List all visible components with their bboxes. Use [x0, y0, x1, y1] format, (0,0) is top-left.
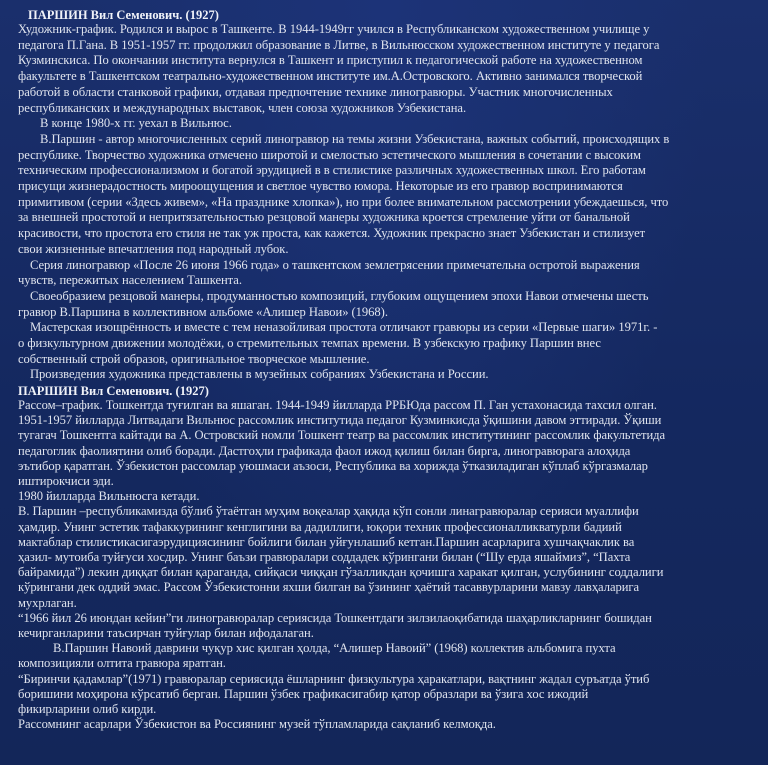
- uz-line: мухрлаган.: [18, 595, 77, 610]
- ru-line: факультете в Ташкентском театрально-художественном институте им.А.Островского. Активно занимался творческой: [18, 69, 643, 84]
- uz-line: мактаблар стилистикасигаэрудициясининг бойлиги билан уйғунлашиб кетган.Паршин асарларига хушчақчаклик ва: [18, 534, 635, 549]
- uz-line: боришини моҳирона кўрсатиб берган. Паршин ўзбек графикасигабир қатор образлари ва ўзига хос ижодий: [18, 686, 589, 701]
- uz-line: В.Паршин Навоий даврини чуқур хис қилган ҳолда, “Алишер Навоий” (1968) коллектив альбомига пухта: [53, 641, 616, 656]
- ru-line: Художник-график. Родился и вырос в Ташкенте. В 1944-1949гг учился в Республиканском художественном училище у: [18, 22, 650, 36]
- uz-line: эътибор қаратган. Ўзбекистон рассомлар уюшмаси аъзоси, Республика ва хорижда ўтказиладиган кўплаб кўргазмалар: [18, 458, 648, 473]
- ru-line: Произведения художника представлены в музейных собраниях Узбекистана и России.: [30, 367, 489, 382]
- uz-line: кечирганларини таъсирчан туйғулар билан ифодалаган.: [18, 626, 314, 641]
- text-panel: [18, 0, 758, 765]
- ru-line: примитивом (серии «Здесь живем», «На празднике хлопка»), но при более внимательном рассмотрении убеждаешься, что: [18, 194, 669, 209]
- ru-line: педагога П.Гана. В 1951-1957 гг. продолжил образование в Литве, в Вильнюсском художественном институте у педагога: [18, 37, 660, 52]
- uz-line: “Биринчи қадамлар”(1971) гравюралар сериясида ёшларнинг физкультура ҳаракатлари, вақтнинг жадал суръатда ўтиб: [18, 671, 650, 686]
- uz-line: иштирокчиси эди.: [18, 474, 114, 489]
- ru-line: В конце 1980-х гг. уехал в Вильнюс.: [40, 116, 232, 131]
- ru-line: присущи жизнерадостность мироощущения и светлое чувство юмора. Некоторые из его гравюр воспринимаются: [18, 179, 623, 194]
- uzbek-biography: [18, 384, 758, 732]
- ru-line: чувств, пережитых населением Ташкента.: [18, 273, 242, 288]
- ru-line: свои жизненные впечатления под народный лубок.: [18, 241, 289, 256]
- uz-line: ҳазил- мутоиба туйғуси хосдир. Унинг баъзи гравюралари соддадек кўрингани билан (“Шу ерда яшаймиз”, “Пахта: [18, 550, 631, 565]
- uz-line: кўрингани дек оддий эмас. Рассом Ўзбекистонни яхши билган ва ўзининг ҳаётий тасаввурларини мавзу лавҳаларига: [18, 580, 640, 595]
- uz-line: 1951-1957 йилларда Литвадаги Вильнюс рассомлик институтида педагог Кузминкисда ўқишини давом эттиради. Ўқиши: [18, 413, 662, 428]
- ru-line: Кузминскиса. По окончании института вернулся в Ташкент и приступил к педагогической работе на художественном: [18, 53, 643, 68]
- uz-line: В. Паршин –республикамизда бўлиб ўтаётган муҳим воқеалар ҳақида кўп сонли линагравюралар серияси муаллифи: [18, 504, 639, 519]
- ru-line: работой в области станковой графики, отдавая предпочтение технике линогравюры. Участник многочисленных: [18, 84, 613, 99]
- ru-line: о физкультурном движении молодёжи, о стремительных темпах времени. В узбекскую графику Паршин внес: [18, 336, 601, 351]
- ru-line: Своеобразием резцовой манеры, продуманностью композиций, глубоким ощущением эпохи Навои отмечены шесть: [30, 288, 649, 303]
- uz-line: тугагач Тошкентга кайтади ва А. Островский номли Тошкент театр ва рассомлик институтининг рассомлик факультетида: [18, 428, 666, 443]
- ru-line: техническим профессионализмом и богатой эрудицией в в стилистике различных художественных школ. Его работам: [18, 163, 646, 178]
- russian-biography: [18, 8, 758, 383]
- uz-line: Рассом–график. Тошкентда туғилган ва яшаган. 1944-1949 йилларда РРБЮда рассом П. Ган устахонасида тахсил олган.: [18, 398, 657, 412]
- uzbek-heading: ПАРШИН Вил Семенович. (1927): [18, 384, 209, 398]
- ru-line: за внешней простотой и непритязательностью резцовой манеры художника кроется стремление уйти от банальной: [18, 210, 630, 225]
- ru-line: Мастерская изощрённость и вместе с тем неназойливая простота отличают гравюры из серии «Первые шаги» 1971г. -: [30, 320, 658, 335]
- uz-line: педагоглик фаолиятини олиб боради. Дастгоҳли графикада фаол ижод қилиш билан бирга, линогравюрага алоҳида: [18, 443, 631, 458]
- uz-line: “1966 йил 26 июндан кейин”ги линогравюралар сериясида Тошкентдаги зилзилаоқибатида шаҳарликларнинг бошидан: [18, 610, 652, 625]
- ru-line: В.Паршин - автор многочисленных серий линогравюр на темы жизни Узбекистана, важных событий, происходящих в: [40, 131, 670, 146]
- uz-line: композицияли олтита гравюра яратган.: [18, 656, 226, 671]
- uz-line: 1980 йилларда Вильнюсга кетади.: [18, 489, 200, 504]
- ru-line: красивости, что простота его стиля не так уж проста, как кажется. Художник прекрасно знает Узбекистан и стилизует: [18, 226, 646, 241]
- uz-line: Рассомнинг асарлари Ўзбекистон ва Россиянинг музей тўпламларида сақланиб келмоқда.: [18, 717, 496, 732]
- ru-line: собственный строй образов, оригинальное творческое мышление.: [18, 351, 370, 366]
- ru-line: Серия линогравюр «После 26 июня 1966 года» о ташкентском землетрясении примечательна остротой выражения: [30, 257, 640, 272]
- russian-heading: ПАРШИН Вил Семенович. (1927): [28, 8, 219, 22]
- uz-line: фикирларини олиб кирди.: [18, 702, 157, 717]
- uz-line: ҳамдир. Унинг эстетик тафаккурининг кенглигини ва дадиллиги, юқори техник профессионалликватурли бадиий: [18, 519, 622, 534]
- uz-line: байрамида”) лекин диққат билан қараганда, сийқаси чиққан гўзалликдан қочишга харакат қилган, услубининг соддалиги: [18, 565, 664, 580]
- ru-line: республике. Творчество художника отмечено широтой и смелостью эстетического мышления в сочетании с высоким: [18, 147, 641, 162]
- ru-line: республиканских и международных выставок, член союза художников Узбекистана.: [18, 100, 467, 115]
- ru-line: гравюр В.Паршина в коллективном альбоме «Алишер Навои» (1968).: [18, 304, 388, 319]
